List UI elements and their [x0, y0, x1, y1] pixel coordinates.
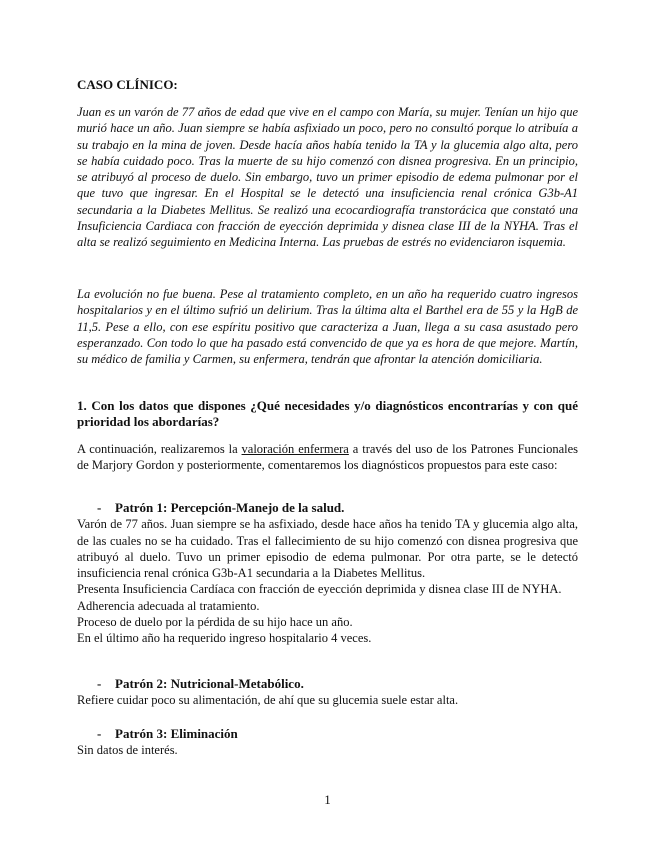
bullet-dash: - — [97, 500, 102, 515]
page-title: CASO CLÍNICO: — [77, 77, 178, 92]
pattern-3 — [77, 726, 578, 759]
pattern-1 — [77, 500, 578, 647]
valoracion-enfermera-link[interactable]: valoración enfermera — [241, 442, 349, 456]
case-paragraph-2: La evolución no fue buena. Pese al tratamiento completo, en un año ha requerido cuatro ingresos hospitalarios y en el último sufrió un delirium. Tras la última alta el Barthel era de 55 y la HgB de 11,5. Pese a ello, con ese espíritu positivo que caracteriza a Juan, llega a su casa asustado pero esperanzado. Con todo lo que ha pasado está convencido de que ya es hora de que mejore. Martín, su médico de familia y Carmen, su enfermera, tendrán que afrontar la atención domiciliaria. — [77, 287, 578, 367]
intro-paragraph — [77, 441, 578, 474]
pattern-heading — [77, 726, 578, 742]
question-heading: 1. Con los datos que dispones ¿Qué necesidades y/o diagnósticos encontrarías y con qué prioridad los abordarías? — [77, 398, 578, 430]
pattern-text: Proceso de duelo por la pérdida de su hijo hace un año. — [77, 615, 353, 630]
intro-before: A continuación, realizaremos la — [77, 442, 242, 456]
pattern-text: Adherencia adecuada al tratamiento. — [77, 598, 260, 613]
pattern-heading — [77, 676, 578, 692]
page-number: 1 — [324, 792, 331, 807]
bullet-dash: - — [97, 676, 102, 691]
pattern-text: Varón de 77 años. Juan siempre se ha asfixiado, desde hace años ha tenido TA y glucemia algo alta, de las cuales no se ha cuidado. Tras el fallecimiento de su hijo comenzó con disnea progresiva que atribuyó al duelo. Tuvo un primer episodio de edema pulmonar. Por otra parte, se le detectó insuficiencia renal crónica G3b-A1 secundaria a la Diabetes Mellitus. — [77, 517, 578, 581]
pattern-heading-text: Patrón 3: Eliminación — [115, 726, 238, 741]
pattern-text: Presenta Insuficiencia Cardíaca con fracción de eyección deprimida y disnea clase III de NYHA. — [77, 582, 562, 597]
pattern-text: En el último año ha requerido ingreso hospitalario 4 veces. — [77, 631, 372, 646]
pattern-text: Sin datos de interés. — [77, 743, 178, 758]
bullet-dash: - — [97, 726, 102, 741]
pattern-heading — [77, 500, 578, 516]
pattern-text: Refiere cuidar poco su alimentación, de ahí que su glucemia suele estar alta. — [77, 693, 459, 708]
pattern-heading-text: Patrón 1: Percepción-Manejo de la salud. — [115, 500, 345, 515]
pattern-heading-text: Patrón 2: Nutricional-Metabólico. — [115, 676, 304, 691]
intro-after: a través del uso de los Patrones Funcionales de Marjory Gordon y posteriormente, comentaremos los diagnósticos propuestos para este caso: — [77, 442, 578, 473]
case-paragraph-1: Juan es un varón de 77 años de edad que vive en el campo con María, su mujer. Tenían un hijo que murió hace un año. Juan siempre se había asfixiado un poco, pero no consultó porque lo atribuía a su trabajo en la mina de joven. Desde hacía años había tenido la TA y la glucemia algo alta, pero se había cuidado poco. Tras la muerte de su hijo comenzó con disnea progresiva. En un principio, se atribuyó al proceso de duelo. Sin embargo, tuvo un primer episodio de edema pulmonar por el que tuvo que ingresar. En el Hospital se le detectó una insuficiencia renal crónica G3b-A1 secundaria a la Diabetes Mellitus. Se realizó una ecocardiografía transtorácica que constató una Insuficiencia Cardiaca con fracción de eyección deprimida y disnea clase III de la NYHA. Tras el alta se realizó seguimiento en Medicina Interna. Las pruebas de estrés no evidenciaron isquemia. — [77, 105, 578, 250]
pattern-2 — [77, 676, 578, 709]
